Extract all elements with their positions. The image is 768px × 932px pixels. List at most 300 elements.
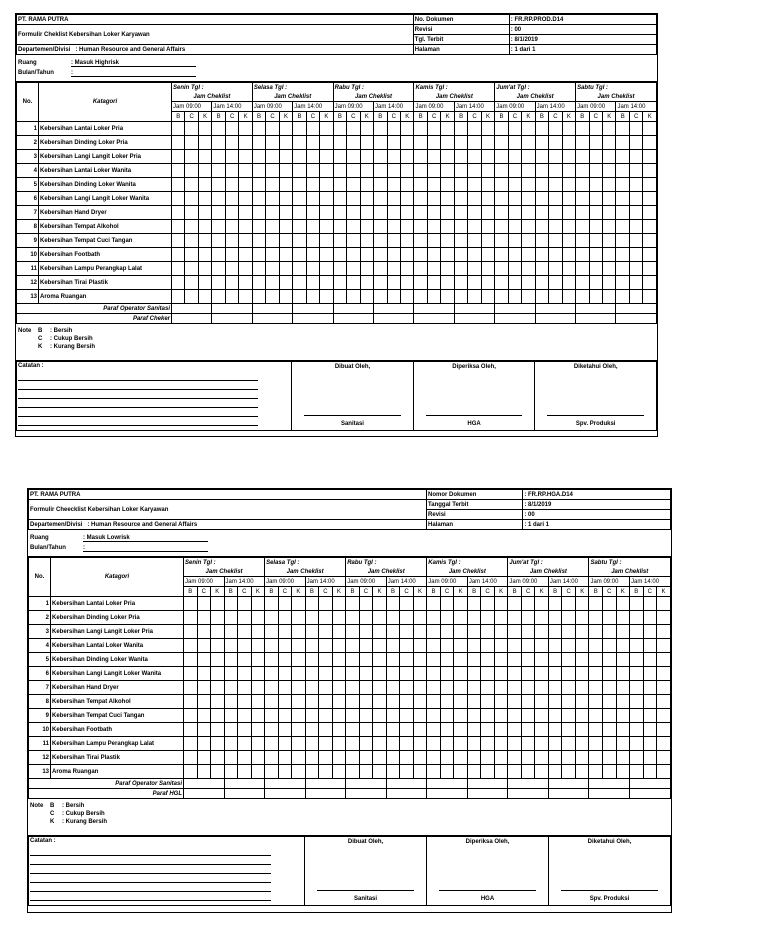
check-cell[interactable] (481, 262, 494, 276)
check-cell[interactable] (522, 178, 535, 192)
check-cell[interactable] (602, 611, 616, 625)
check-cell[interactable] (468, 122, 481, 136)
check-cell[interactable] (602, 751, 616, 765)
check-cell[interactable] (441, 192, 454, 206)
check-cell[interactable] (427, 737, 441, 751)
check-cell[interactable] (359, 625, 373, 639)
check-cell[interactable] (278, 765, 292, 779)
check-cell[interactable] (522, 290, 535, 304)
check-cell[interactable] (548, 709, 562, 723)
check-cell[interactable] (576, 136, 589, 150)
check-cell[interactable] (333, 220, 346, 234)
check-cell[interactable] (265, 695, 279, 709)
check-cell[interactable] (360, 178, 373, 192)
check-cell[interactable] (347, 164, 360, 178)
check-cell[interactable] (224, 653, 238, 667)
check-cell[interactable] (360, 192, 373, 206)
notes-line[interactable] (30, 900, 271, 901)
check-cell[interactable] (251, 709, 265, 723)
check-cell[interactable] (454, 164, 467, 178)
sign-cell[interactable] (414, 314, 454, 324)
check-cell[interactable] (549, 262, 562, 276)
check-cell[interactable] (197, 639, 211, 653)
check-cell[interactable] (185, 206, 198, 220)
check-cell[interactable] (441, 248, 454, 262)
check-cell[interactable] (211, 737, 225, 751)
check-cell[interactable] (306, 262, 319, 276)
check-cell[interactable] (224, 639, 238, 653)
check-cell[interactable] (374, 178, 387, 192)
check-cell[interactable] (185, 234, 198, 248)
check-cell[interactable] (373, 625, 387, 639)
check-cell[interactable] (657, 639, 671, 653)
check-cell[interactable] (616, 611, 630, 625)
check-cell[interactable] (373, 723, 387, 737)
check-cell[interactable] (494, 653, 508, 667)
check-cell[interactable] (657, 667, 671, 681)
check-cell[interactable] (279, 192, 292, 206)
check-cell[interactable] (266, 122, 279, 136)
check-cell[interactable] (630, 723, 644, 737)
check-cell[interactable] (184, 681, 198, 695)
check-cell[interactable] (589, 709, 603, 723)
check-cell[interactable] (265, 765, 279, 779)
notes-line[interactable] (30, 864, 271, 865)
check-cell[interactable] (494, 597, 508, 611)
check-cell[interactable] (292, 765, 306, 779)
check-cell[interactable] (293, 276, 306, 290)
check-cell[interactable] (440, 639, 454, 653)
check-cell[interactable] (306, 192, 319, 206)
check-cell[interactable] (643, 276, 657, 290)
check-cell[interactable] (427, 667, 441, 681)
sign-cell[interactable] (467, 779, 508, 789)
check-cell[interactable] (643, 625, 657, 639)
check-cell[interactable] (427, 262, 440, 276)
check-cell[interactable] (494, 765, 508, 779)
check-cell[interactable] (386, 611, 400, 625)
check-cell[interactable] (495, 122, 508, 136)
check-cell[interactable] (441, 234, 454, 248)
check-cell[interactable] (292, 709, 306, 723)
check-cell[interactable] (265, 611, 279, 625)
check-cell[interactable] (576, 192, 589, 206)
check-cell[interactable] (413, 611, 427, 625)
check-cell[interactable] (427, 625, 441, 639)
check-cell[interactable] (589, 276, 602, 290)
check-cell[interactable] (212, 276, 225, 290)
sign-cell[interactable] (386, 789, 427, 799)
check-cell[interactable] (225, 164, 238, 178)
notes-line[interactable] (18, 416, 258, 417)
check-cell[interactable] (616, 164, 629, 178)
check-cell[interactable] (387, 220, 400, 234)
check-cell[interactable] (238, 681, 252, 695)
check-cell[interactable] (414, 290, 427, 304)
check-cell[interactable] (265, 751, 279, 765)
check-cell[interactable] (346, 737, 360, 751)
check-cell[interactable] (630, 667, 644, 681)
check-cell[interactable] (413, 709, 427, 723)
check-cell[interactable] (468, 262, 481, 276)
check-cell[interactable] (319, 611, 333, 625)
check-cell[interactable] (468, 220, 481, 234)
check-cell[interactable] (198, 206, 211, 220)
check-cell[interactable] (266, 206, 279, 220)
check-cell[interactable] (521, 611, 535, 625)
check-cell[interactable] (468, 248, 481, 262)
check-cell[interactable] (481, 192, 494, 206)
check-cell[interactable] (481, 667, 495, 681)
check-cell[interactable] (467, 765, 481, 779)
check-cell[interactable] (414, 192, 427, 206)
check-cell[interactable] (535, 178, 548, 192)
check-cell[interactable] (400, 639, 414, 653)
check-cell[interactable] (293, 234, 306, 248)
check-cell[interactable] (643, 136, 657, 150)
check-cell[interactable] (400, 262, 413, 276)
check-cell[interactable] (414, 164, 427, 178)
check-cell[interactable] (265, 723, 279, 737)
check-cell[interactable] (212, 164, 225, 178)
check-cell[interactable] (481, 234, 494, 248)
check-cell[interactable] (292, 723, 306, 737)
check-cell[interactable] (454, 122, 467, 136)
sign-cell[interactable] (374, 314, 414, 324)
check-cell[interactable] (172, 178, 185, 192)
check-cell[interactable] (306, 178, 319, 192)
check-cell[interactable] (387, 122, 400, 136)
check-cell[interactable] (468, 136, 481, 150)
check-cell[interactable] (198, 276, 211, 290)
check-cell[interactable] (603, 150, 616, 164)
check-cell[interactable] (239, 122, 252, 136)
sign-cell[interactable] (305, 779, 346, 789)
check-cell[interactable] (387, 290, 400, 304)
check-cell[interactable] (252, 192, 265, 206)
check-cell[interactable] (319, 751, 333, 765)
check-cell[interactable] (467, 723, 481, 737)
check-cell[interactable] (185, 262, 198, 276)
check-cell[interactable] (643, 709, 657, 723)
check-cell[interactable] (630, 597, 644, 611)
check-cell[interactable] (211, 653, 225, 667)
sign-cell[interactable] (265, 779, 306, 789)
check-cell[interactable] (602, 737, 616, 751)
check-cell[interactable] (293, 290, 306, 304)
check-cell[interactable] (414, 150, 427, 164)
check-cell[interactable] (400, 234, 413, 248)
check-cell[interactable] (508, 681, 522, 695)
check-cell[interactable] (212, 206, 225, 220)
check-cell[interactable] (265, 639, 279, 653)
check-cell[interactable] (481, 150, 494, 164)
check-cell[interactable] (643, 234, 657, 248)
check-cell[interactable] (306, 248, 319, 262)
check-cell[interactable] (495, 192, 508, 206)
check-cell[interactable] (185, 276, 198, 290)
check-cell[interactable] (306, 220, 319, 234)
check-cell[interactable] (347, 276, 360, 290)
sign-cell[interactable] (630, 789, 671, 799)
sign-cell[interactable] (212, 314, 252, 324)
check-cell[interactable] (535, 150, 548, 164)
check-cell[interactable] (427, 206, 440, 220)
check-cell[interactable] (589, 597, 603, 611)
check-cell[interactable] (643, 248, 657, 262)
check-cell[interactable] (589, 136, 602, 150)
check-cell[interactable] (454, 639, 468, 653)
check-cell[interactable] (386, 765, 400, 779)
check-cell[interactable] (427, 290, 440, 304)
check-cell[interactable] (197, 625, 211, 639)
check-cell[interactable] (292, 639, 306, 653)
check-cell[interactable] (197, 723, 211, 737)
check-cell[interactable] (616, 150, 629, 164)
sign-cell[interactable] (386, 779, 427, 789)
check-cell[interactable] (225, 150, 238, 164)
check-cell[interactable] (319, 639, 333, 653)
check-cell[interactable] (589, 248, 602, 262)
check-cell[interactable] (185, 220, 198, 234)
check-cell[interactable] (359, 667, 373, 681)
check-cell[interactable] (212, 192, 225, 206)
check-cell[interactable] (359, 765, 373, 779)
check-cell[interactable] (589, 737, 603, 751)
check-cell[interactable] (413, 751, 427, 765)
check-cell[interactable] (225, 136, 238, 150)
check-cell[interactable] (576, 150, 589, 164)
check-cell[interactable] (643, 737, 657, 751)
check-cell[interactable] (629, 206, 642, 220)
check-cell[interactable] (522, 192, 535, 206)
check-cell[interactable] (172, 192, 185, 206)
check-cell[interactable] (562, 276, 575, 290)
check-cell[interactable] (172, 122, 185, 136)
check-cell[interactable] (549, 178, 562, 192)
check-cell[interactable] (387, 234, 400, 248)
check-cell[interactable] (400, 597, 414, 611)
check-cell[interactable] (602, 723, 616, 737)
check-cell[interactable] (320, 248, 333, 262)
check-cell[interactable] (305, 765, 319, 779)
check-cell[interactable] (629, 220, 642, 234)
check-cell[interactable] (374, 234, 387, 248)
check-cell[interactable] (359, 639, 373, 653)
check-cell[interactable] (643, 667, 657, 681)
check-cell[interactable] (616, 290, 629, 304)
check-cell[interactable] (576, 262, 589, 276)
check-cell[interactable] (603, 136, 616, 150)
check-cell[interactable] (549, 136, 562, 150)
check-cell[interactable] (562, 709, 576, 723)
check-cell[interactable] (224, 737, 238, 751)
check-cell[interactable] (657, 653, 671, 667)
check-cell[interactable] (320, 276, 333, 290)
check-cell[interactable] (616, 695, 630, 709)
check-cell[interactable] (630, 625, 644, 639)
check-cell[interactable] (319, 723, 333, 737)
check-cell[interactable] (508, 611, 522, 625)
check-cell[interactable] (427, 164, 440, 178)
check-cell[interactable] (616, 653, 630, 667)
check-cell[interactable] (400, 681, 414, 695)
check-cell[interactable] (589, 262, 602, 276)
check-cell[interactable] (616, 625, 630, 639)
check-cell[interactable] (427, 597, 441, 611)
check-cell[interactable] (440, 667, 454, 681)
check-cell[interactable] (279, 164, 292, 178)
check-cell[interactable] (508, 625, 522, 639)
check-cell[interactable] (184, 611, 198, 625)
check-cell[interactable] (278, 639, 292, 653)
check-cell[interactable] (238, 667, 252, 681)
check-cell[interactable] (306, 164, 319, 178)
check-cell[interactable] (319, 653, 333, 667)
check-cell[interactable] (251, 723, 265, 737)
check-cell[interactable] (629, 262, 642, 276)
check-cell[interactable] (197, 667, 211, 681)
check-cell[interactable] (305, 625, 319, 639)
check-cell[interactable] (279, 150, 292, 164)
check-cell[interactable] (454, 220, 467, 234)
check-cell[interactable] (427, 709, 441, 723)
check-cell[interactable] (305, 723, 319, 737)
check-cell[interactable] (603, 262, 616, 276)
check-cell[interactable] (198, 192, 211, 206)
check-cell[interactable] (576, 164, 589, 178)
check-cell[interactable] (224, 611, 238, 625)
check-cell[interactable] (305, 751, 319, 765)
sign-cell[interactable] (589, 789, 630, 799)
check-cell[interactable] (508, 723, 522, 737)
check-cell[interactable] (386, 709, 400, 723)
check-cell[interactable] (603, 290, 616, 304)
check-cell[interactable] (575, 751, 589, 765)
check-cell[interactable] (374, 192, 387, 206)
check-cell[interactable] (589, 178, 602, 192)
check-cell[interactable] (360, 290, 373, 304)
check-cell[interactable] (346, 611, 360, 625)
sign-cell[interactable] (616, 304, 657, 314)
check-cell[interactable] (629, 164, 642, 178)
sign-cell[interactable] (346, 789, 387, 799)
check-cell[interactable] (185, 192, 198, 206)
check-cell[interactable] (184, 625, 198, 639)
check-cell[interactable] (414, 220, 427, 234)
check-cell[interactable] (603, 206, 616, 220)
sign-cell[interactable] (414, 304, 454, 314)
check-cell[interactable] (494, 611, 508, 625)
check-cell[interactable] (616, 765, 630, 779)
check-cell[interactable] (239, 262, 252, 276)
check-cell[interactable] (346, 695, 360, 709)
check-cell[interactable] (427, 639, 441, 653)
notes-line[interactable] (30, 873, 271, 874)
check-cell[interactable] (521, 709, 535, 723)
check-cell[interactable] (373, 695, 387, 709)
check-cell[interactable] (251, 639, 265, 653)
check-cell[interactable] (251, 737, 265, 751)
check-cell[interactable] (225, 276, 238, 290)
check-cell[interactable] (386, 681, 400, 695)
check-cell[interactable] (373, 611, 387, 625)
check-cell[interactable] (468, 290, 481, 304)
check-cell[interactable] (643, 262, 657, 276)
check-cell[interactable] (333, 248, 346, 262)
check-cell[interactable] (172, 136, 185, 150)
check-cell[interactable] (441, 276, 454, 290)
sign-cell[interactable] (333, 304, 373, 314)
check-cell[interactable] (251, 597, 265, 611)
check-cell[interactable] (535, 639, 549, 653)
check-cell[interactable] (616, 276, 629, 290)
check-cell[interactable] (373, 737, 387, 751)
check-cell[interactable] (440, 765, 454, 779)
check-cell[interactable] (225, 206, 238, 220)
check-cell[interactable] (373, 681, 387, 695)
check-cell[interactable] (278, 723, 292, 737)
check-cell[interactable] (400, 150, 413, 164)
check-cell[interactable] (212, 290, 225, 304)
check-cell[interactable] (481, 723, 495, 737)
check-cell[interactable] (238, 765, 252, 779)
check-cell[interactable] (427, 653, 441, 667)
check-cell[interactable] (576, 234, 589, 248)
signature-line[interactable] (561, 890, 658, 891)
check-cell[interactable] (252, 248, 265, 262)
check-cell[interactable] (184, 639, 198, 653)
check-cell[interactable] (198, 136, 211, 150)
check-cell[interactable] (630, 695, 644, 709)
check-cell[interactable] (602, 667, 616, 681)
check-cell[interactable] (319, 709, 333, 723)
check-cell[interactable] (521, 751, 535, 765)
check-cell[interactable] (643, 695, 657, 709)
check-cell[interactable] (224, 681, 238, 695)
check-cell[interactable] (172, 150, 185, 164)
check-cell[interactable] (319, 681, 333, 695)
check-cell[interactable] (265, 681, 279, 695)
check-cell[interactable] (535, 122, 548, 136)
check-cell[interactable] (535, 709, 549, 723)
check-cell[interactable] (224, 667, 238, 681)
check-cell[interactable] (319, 625, 333, 639)
check-cell[interactable] (481, 276, 494, 290)
check-cell[interactable] (481, 709, 495, 723)
sign-cell[interactable] (184, 779, 225, 789)
check-cell[interactable] (603, 234, 616, 248)
check-cell[interactable] (616, 681, 630, 695)
check-cell[interactable] (657, 765, 671, 779)
check-cell[interactable] (630, 653, 644, 667)
sign-cell[interactable] (535, 314, 575, 324)
check-cell[interactable] (521, 765, 535, 779)
check-cell[interactable] (562, 164, 575, 178)
check-cell[interactable] (373, 751, 387, 765)
check-cell[interactable] (535, 206, 548, 220)
check-cell[interactable] (440, 681, 454, 695)
check-cell[interactable] (643, 639, 657, 653)
check-cell[interactable] (508, 737, 522, 751)
check-cell[interactable] (535, 737, 549, 751)
check-cell[interactable] (508, 765, 522, 779)
check-cell[interactable] (414, 136, 427, 150)
sign-cell[interactable] (508, 779, 549, 789)
check-cell[interactable] (481, 178, 494, 192)
sign-cell[interactable] (333, 314, 373, 324)
check-cell[interactable] (359, 709, 373, 723)
